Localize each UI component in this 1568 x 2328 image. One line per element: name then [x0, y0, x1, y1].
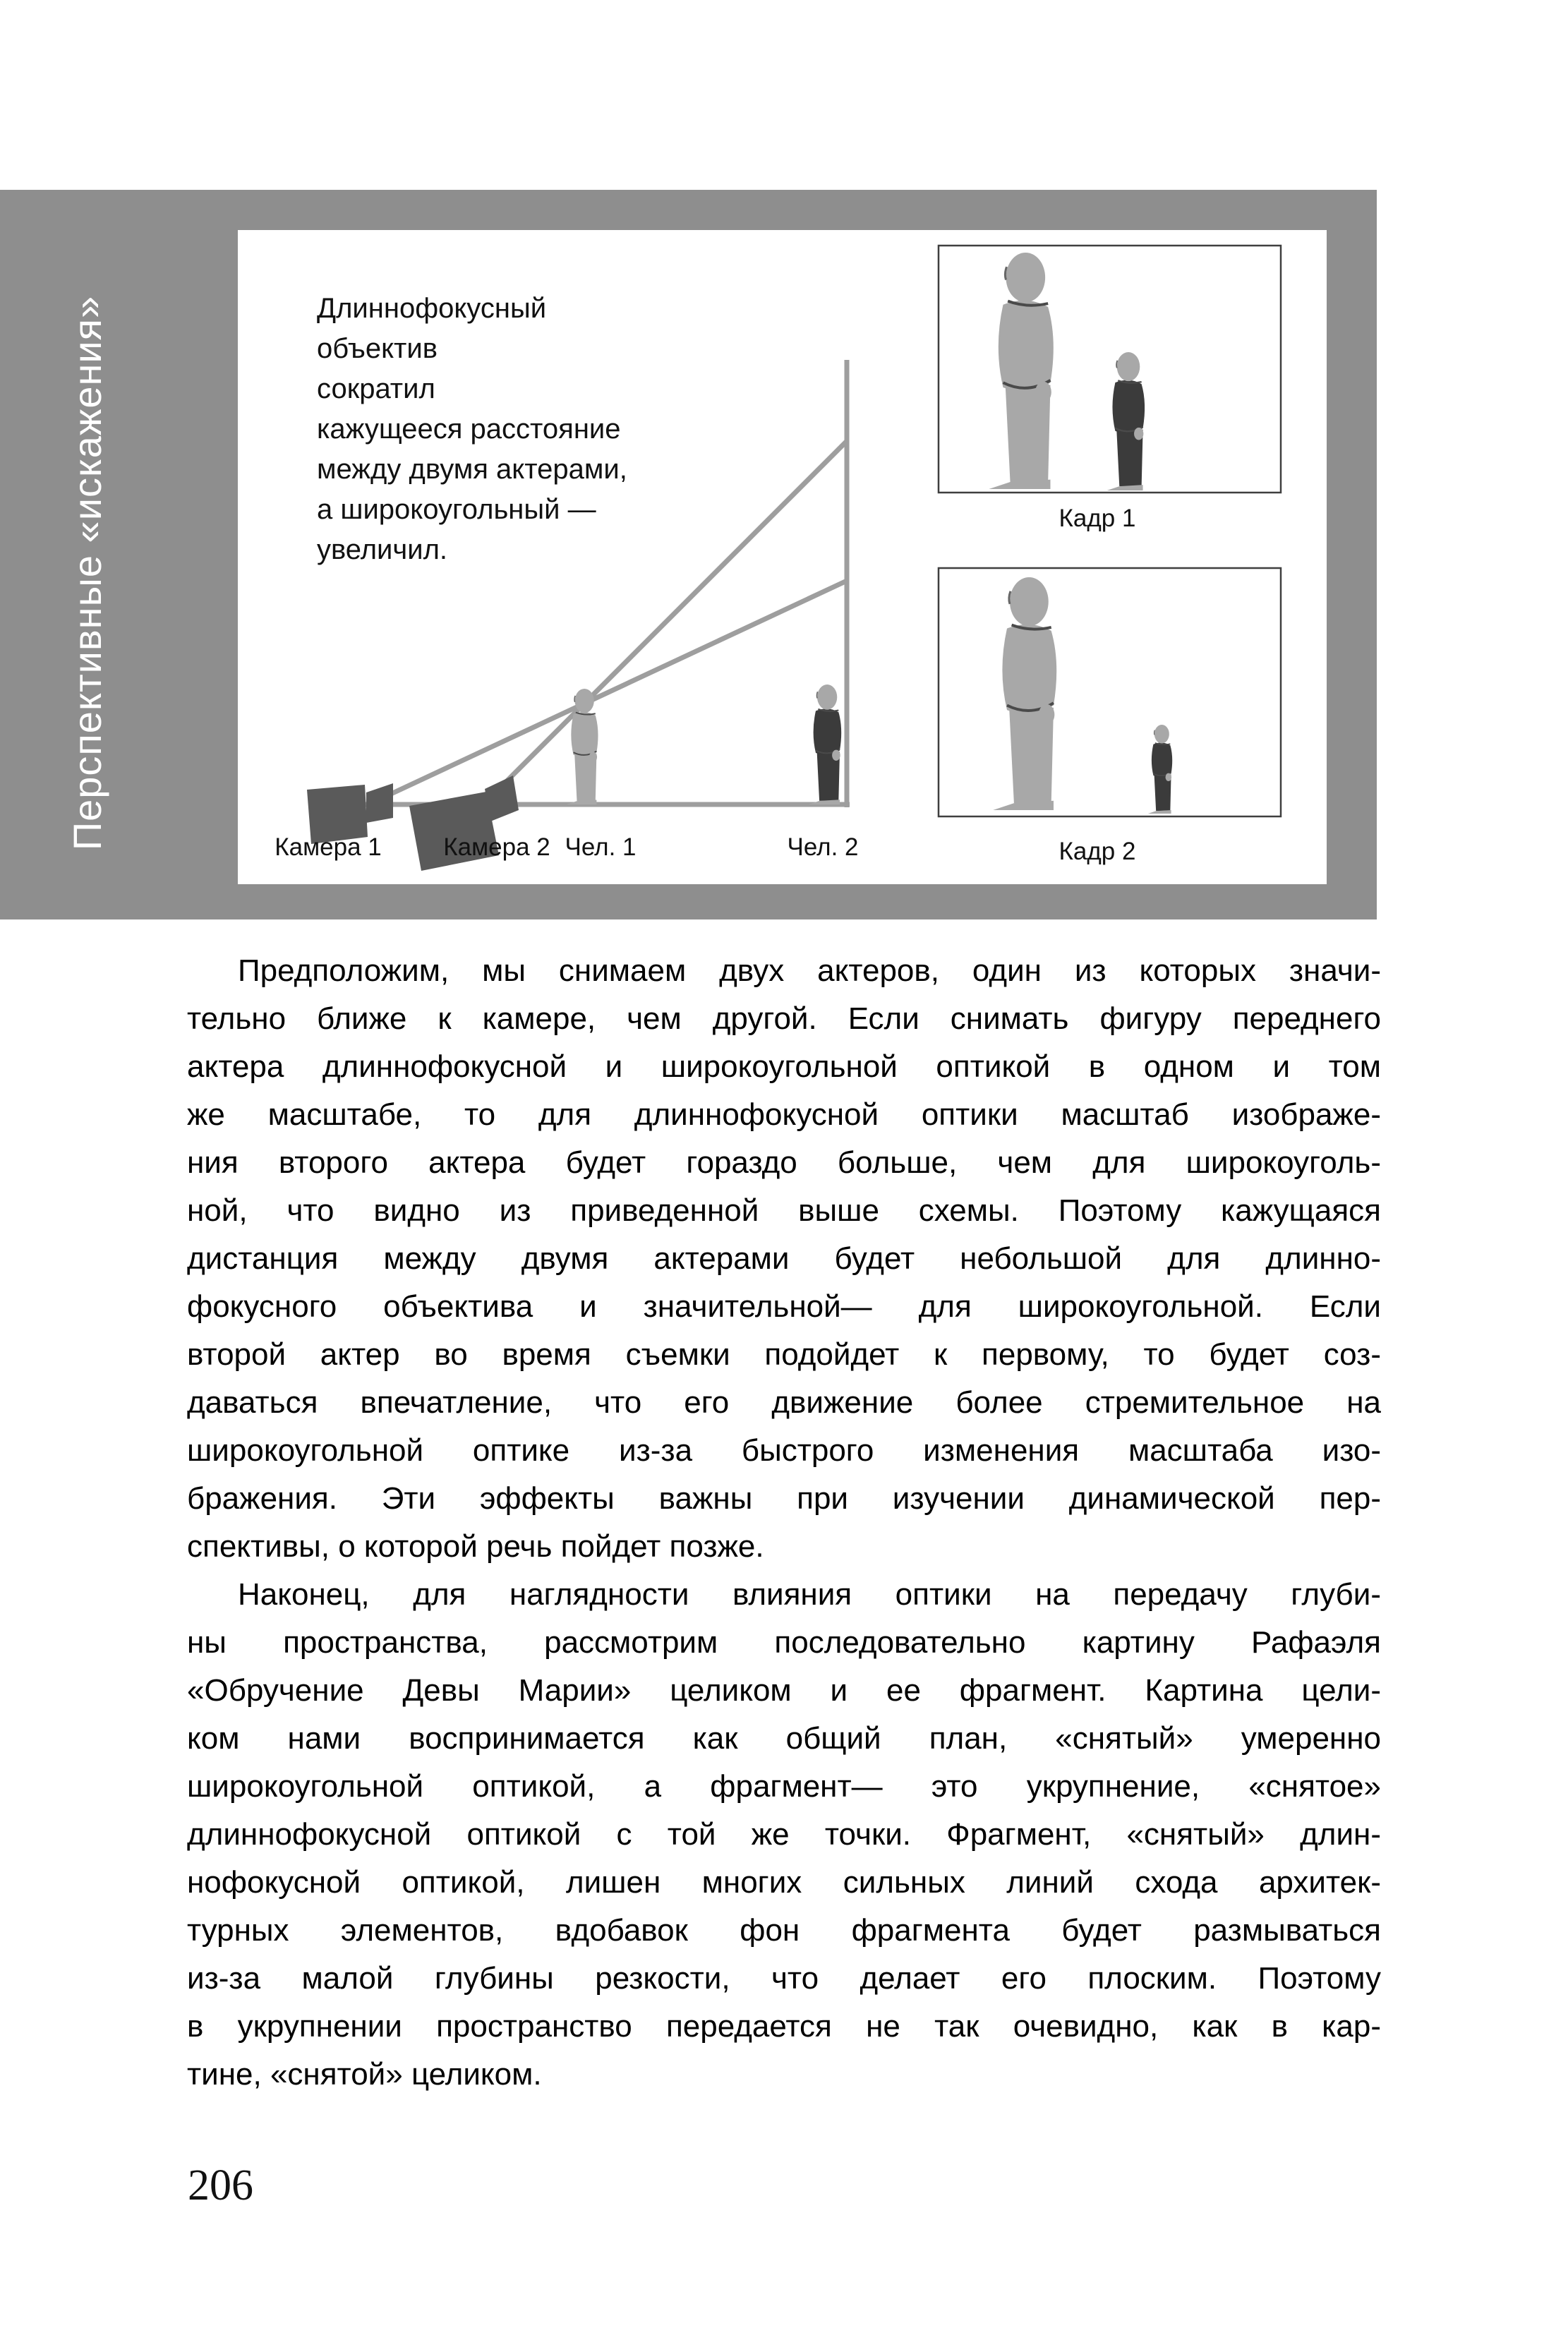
lens-perspective-diagram	[238, 230, 1327, 884]
diagram-caption	[317, 293, 627, 565]
page-number: 206	[188, 2161, 253, 2209]
body-text-line: в укрупнении пространство передается не так очевидно, как в кар-	[187, 2009, 1381, 2044]
body-text-line: широкоугольной оптике из-за быстрого изменения масштаба изо-	[187, 1433, 1381, 1468]
diagram-person-2	[809, 684, 841, 804]
caption-line: объектив	[317, 333, 438, 364]
chapter-title-vertical: Перспективные «искажения»	[65, 295, 109, 851]
body-text-line: актера длиннофокусной и широкоугольной оптикой в одном и том	[187, 1049, 1381, 1084]
body-text-line: спективы, о которой речь пойдет позже.	[187, 1529, 764, 1564]
person1-label: Чел. 1	[565, 833, 637, 861]
body-text-line: турных элементов, вдобавок фон фрагмента будет размываться	[187, 1913, 1381, 1948]
paragraph-1	[187, 947, 1381, 1571]
body-text-line: ной, что видно из приведенной выше схемы. Поэтому кажущаяся	[187, 1193, 1381, 1228]
body-text-line: «Обручение Девы Марии» целиком и ее фрагмент. Картина цели-	[187, 1673, 1381, 1708]
body-text-line: ны пространства, рассмотрим последовательно картину Рафаэля	[187, 1625, 1381, 1660]
diagram-person-1	[567, 689, 598, 804]
body-text	[187, 947, 1381, 2099]
body-text-line: тельно ближе к камере, чем другой. Если снимать фигуру переднего	[187, 1001, 1381, 1036]
caption-line: Длиннофокусный	[317, 293, 547, 324]
paragraph-2	[187, 1571, 1381, 2099]
person2-label: Чел. 2	[787, 833, 859, 861]
body-text-line: же масштабе, то для длиннофокусной оптики масштаб изображе-	[187, 1097, 1381, 1132]
frame2-label: Кадр 2	[1059, 838, 1136, 865]
body-text-line: длиннофокусной оптикой с той же точки. Фрагмент, «снятый» длин-	[187, 1817, 1381, 1852]
body-text-line: Наконец, для наглядности влияния оптики на передачу глуби-	[238, 1577, 1381, 1612]
body-text-line: бражения. Эти эффекты важны при изучении динамической пер-	[187, 1481, 1381, 1516]
caption-line: а широкоугольный —	[317, 494, 596, 525]
body-text-line: даваться впечатление, что его движение более стремительное на	[187, 1385, 1381, 1420]
caption-line: кажущееся расстояние	[317, 414, 621, 445]
body-text-line: из-за малой глубины резкости, что делает его плоским. Поэтому	[187, 1961, 1381, 1996]
body-text-line: нофокусной оптикой, лишен многих сильных линий схода архитек-	[187, 1865, 1381, 1900]
frame-1-rect	[939, 246, 1281, 493]
body-text-line: широкоугольной оптикой, а фрагмент— это укрупнение, «снятое»	[187, 1769, 1381, 1804]
body-text-line: тине, «снятой» целиком.	[187, 2057, 542, 2092]
frame-2-rect	[939, 568, 1281, 816]
body-text-line: ком нами воспринимается как общий план, «снятый» умеренно	[187, 1721, 1381, 1756]
camera1-label: Камера 1	[275, 833, 382, 861]
frame1-label: Кадр 1	[1059, 505, 1136, 532]
camera1-sight-ray	[390, 581, 847, 795]
caption-line: увеличил.	[317, 534, 448, 565]
camera2-label: Камера 2	[443, 833, 550, 861]
diagram-box	[238, 230, 1327, 884]
caption-line: между двумя актерами,	[317, 454, 627, 485]
body-text-line: дистанция между двумя актерами будет небольшой для длинно-	[187, 1241, 1381, 1276]
body-text-line: ния второго актера будет гораздо больше, чем для широкоуголь-	[187, 1145, 1381, 1180]
caption-line: сократил	[317, 373, 435, 404]
body-text-line: Предположим, мы снимаем двух актеров, один из которых значи-	[238, 953, 1381, 988]
body-text-line: второй актер во время съемки подойдет к первому, то будет соз-	[187, 1337, 1381, 1372]
body-text-line: фокусного объектива и значительной— для широкоугольной. Если	[187, 1289, 1381, 1324]
